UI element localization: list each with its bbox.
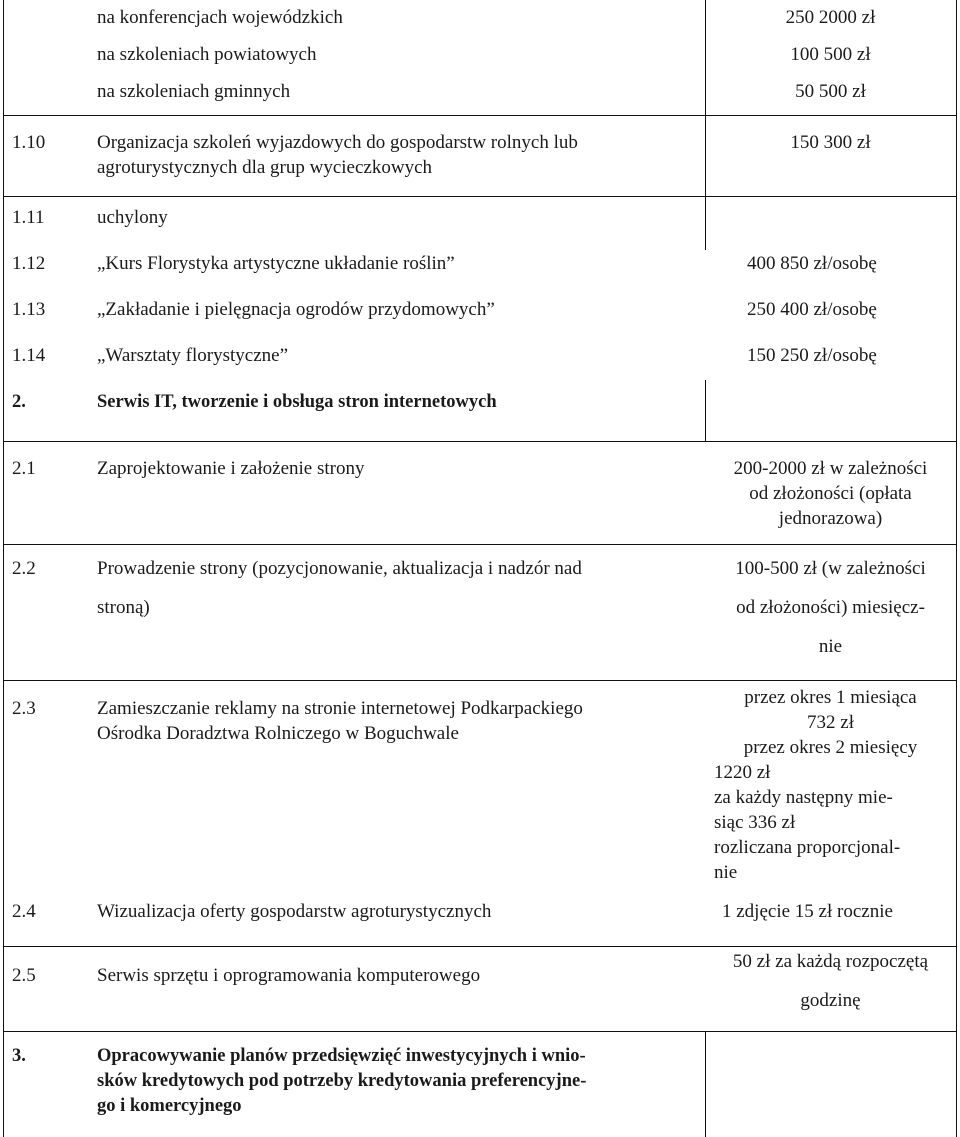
column-divider: [705, 1031, 706, 1137]
row-desc: na szkoleniach gminnych: [97, 81, 291, 102]
row-price: 1220 zł: [714, 762, 771, 783]
row-desc: na szkoleniach powiatowych: [97, 44, 317, 65]
row-price: przez okres 1 miesiąca: [744, 687, 917, 708]
row-price: 1 zdjęcie 15 zł rocznie: [722, 901, 893, 922]
row-divider: [3, 946, 957, 947]
row-price: godzinę: [800, 990, 861, 1011]
row-divider: [3, 115, 957, 116]
row-desc: Organizacja szkoleń wyjazdowych do gospodarstw rolnych lub: [97, 132, 578, 153]
section-title: go i komercyjnego: [97, 1096, 242, 1116]
row-number: 1.14: [12, 345, 46, 366]
row-number: 2.3: [12, 698, 36, 719]
row-price: za każdy następny mie-: [714, 787, 893, 808]
row-price: nie: [818, 636, 843, 657]
row-price: 200-2000 zł w zależności: [733, 458, 928, 479]
row-desc: na konferencjach wojewódzkich: [97, 7, 343, 28]
row-price: siąc 336 zł: [714, 812, 796, 833]
column-divider: [705, 0, 706, 250]
row-number: 1.13: [12, 299, 46, 320]
row-desc: stroną): [97, 597, 150, 618]
row-divider: [3, 441, 957, 442]
row-number: 2.2: [12, 558, 36, 579]
row-desc: Serwis sprzętu i oprogramowania komputerowego: [97, 965, 481, 986]
row-number: 2.4: [12, 901, 36, 922]
row-number: 2.1: [12, 458, 36, 479]
row-desc: Zaprojektowanie i założenie strony: [97, 458, 365, 479]
row-price: 100 500 zł: [790, 44, 871, 65]
row-divider: [3, 680, 957, 681]
row-price: 250 400 zł/osobę: [747, 299, 877, 320]
row-price: 100-500 zł (w zależności: [735, 558, 926, 579]
table-border-left: [3, 0, 4, 1137]
row-price: rozliczana proporcjonal-: [714, 837, 901, 858]
row-number: 2.5: [12, 965, 36, 986]
section-title: Serwis IT, tworzenie i obsługa stron internetowych: [97, 392, 497, 412]
section-number: 3.: [12, 1046, 26, 1066]
row-price: od złożoności (opłata: [749, 483, 912, 504]
row-price: 50 500 zł: [795, 81, 866, 102]
section-title: sków kredytowych pod potrzeby kredytowania preferencyjne-: [97, 1071, 587, 1091]
row-divider: [3, 196, 957, 197]
row-desc: Wizualizacja oferty gospodarstw agroturystycznych: [97, 901, 492, 922]
row-price: nie: [714, 862, 738, 883]
row-price: jednorazowa): [778, 508, 883, 529]
row-number: 1.10: [12, 132, 46, 153]
row-desc: „Warsztaty florystyczne”: [97, 345, 289, 366]
row-price: 150 300 zł: [790, 132, 871, 153]
row-divider: [3, 544, 957, 545]
row-desc: Zamieszczanie reklamy na stronie internetowej Podkarpackiego: [97, 698, 583, 719]
row-price: 732 zł: [807, 712, 854, 733]
row-desc: „Kurs Florystyka artystyczne układanie roślin”: [97, 253, 455, 274]
row-desc: Prowadzenie strony (pozycjonowanie, aktualizacja i nadzór nad: [97, 558, 582, 579]
table-border-right: [956, 0, 957, 1137]
row-price: 400 850 zł/osobę: [747, 253, 877, 274]
row-number: 1.12: [12, 253, 46, 274]
row-number: 1.11: [12, 207, 45, 228]
row-desc: agroturystycznych dla grup wycieczkowych: [97, 157, 433, 178]
row-price: 50 zł za każdą rozpoczętą: [732, 951, 929, 972]
row-desc: Ośrodka Doradztwa Rolniczego w Boguchwale: [97, 723, 459, 744]
column-divider: [705, 380, 706, 441]
row-desc: „Zakładanie i pielęgnacja ogrodów przydomowych”: [97, 299, 495, 320]
row-price: od złożoności) miesięcz-: [736, 597, 925, 618]
section-title: Opracowywanie planów przedsięwzięć inwestycyjnych i wnio-: [97, 1046, 586, 1066]
row-divider: [3, 1031, 957, 1032]
row-price: 150 250 zł/osobę: [747, 345, 877, 366]
section-number: 2.: [12, 392, 26, 412]
row-price: przez okres 2 miesięcy: [743, 737, 918, 758]
row-desc: uchylony: [97, 207, 168, 228]
row-price: 250 2000 zł: [785, 7, 876, 28]
